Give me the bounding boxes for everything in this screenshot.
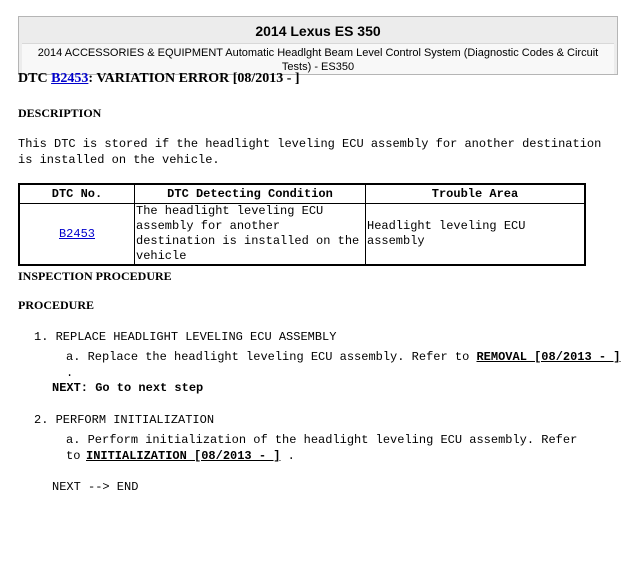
step-2-sub-letter: a. bbox=[66, 433, 81, 447]
step-2-end: . bbox=[280, 449, 295, 463]
step-1-end: . bbox=[66, 366, 74, 380]
procedure-heading: PROCEDURE bbox=[18, 298, 95, 312]
step-1-title: REPLACE HEADLIGHT LEVELING ECU ASSEMBLY bbox=[55, 330, 337, 344]
step-2-sub-text: Perform initialization of the headlight leveling ECU assembly. Refer to bbox=[66, 433, 578, 463]
description-text: This DTC is stored if the headlight leveling ECU assembly for another destination is installed on the vehicle. bbox=[18, 137, 602, 167]
step-2-next: NEXT --> END bbox=[52, 480, 139, 494]
dtc-heading bbox=[18, 70, 300, 84]
vehicle-title: 2014 Lexus ES 350 bbox=[255, 23, 381, 39]
step-1-sub-letter: a. bbox=[66, 350, 81, 364]
dtc-prefix: DTC bbox=[18, 71, 52, 84]
trouble-area-cell: Headlight leveling ECU assembly bbox=[366, 204, 586, 266]
description-heading: DESCRIPTION bbox=[18, 106, 102, 120]
table-row bbox=[19, 204, 585, 266]
column-header-condition: DTC Detecting Condition bbox=[135, 184, 366, 204]
document-subtitle: 2014 ACCESSORIES & EQUIPMENT Automatic Headlght Beam Level Control System (Diagnostic Codes & Circuit Tests) - ES350 bbox=[22, 43, 614, 74]
removal-link[interactable]: REMOVAL [08/2013 - ] bbox=[476, 350, 621, 364]
step-2 bbox=[34, 412, 214, 428]
table-header-row bbox=[19, 184, 585, 204]
step-1-sub-text: Replace the headlight leveling ECU assembly. Refer to bbox=[87, 350, 477, 364]
step-1-substep bbox=[66, 349, 625, 381]
dtc-code-cell-link[interactable]: B2453 bbox=[58, 226, 95, 241]
column-header-dtc-no: DTC No. bbox=[19, 184, 135, 204]
dtc-code-cell bbox=[19, 204, 135, 266]
step-2-number: 2. bbox=[34, 413, 49, 427]
initialization-link[interactable]: INITIALIZATION [08/2013 - ] bbox=[86, 449, 281, 463]
step-1-next: NEXT: Go to next step bbox=[52, 381, 204, 395]
step-2-title: PERFORM INITIALIZATION bbox=[55, 413, 215, 427]
dtc-table bbox=[18, 183, 586, 266]
document-header bbox=[18, 16, 618, 75]
step-1 bbox=[34, 329, 336, 345]
step-2-link-line bbox=[86, 448, 295, 464]
step-1-number: 1. bbox=[34, 330, 49, 344]
dtc-title-text: : VARIATION ERROR [08/2013 - ] bbox=[88, 71, 300, 84]
dtc-code-link[interactable]: B2453 bbox=[51, 71, 89, 84]
inspection-procedure-heading: INSPECTION PROCEDURE bbox=[18, 269, 172, 283]
column-header-trouble-area: Trouble Area bbox=[366, 184, 586, 204]
detecting-condition-cell: The headlight leveling ECU assembly for another destination is installed on the vehicle bbox=[135, 204, 366, 266]
